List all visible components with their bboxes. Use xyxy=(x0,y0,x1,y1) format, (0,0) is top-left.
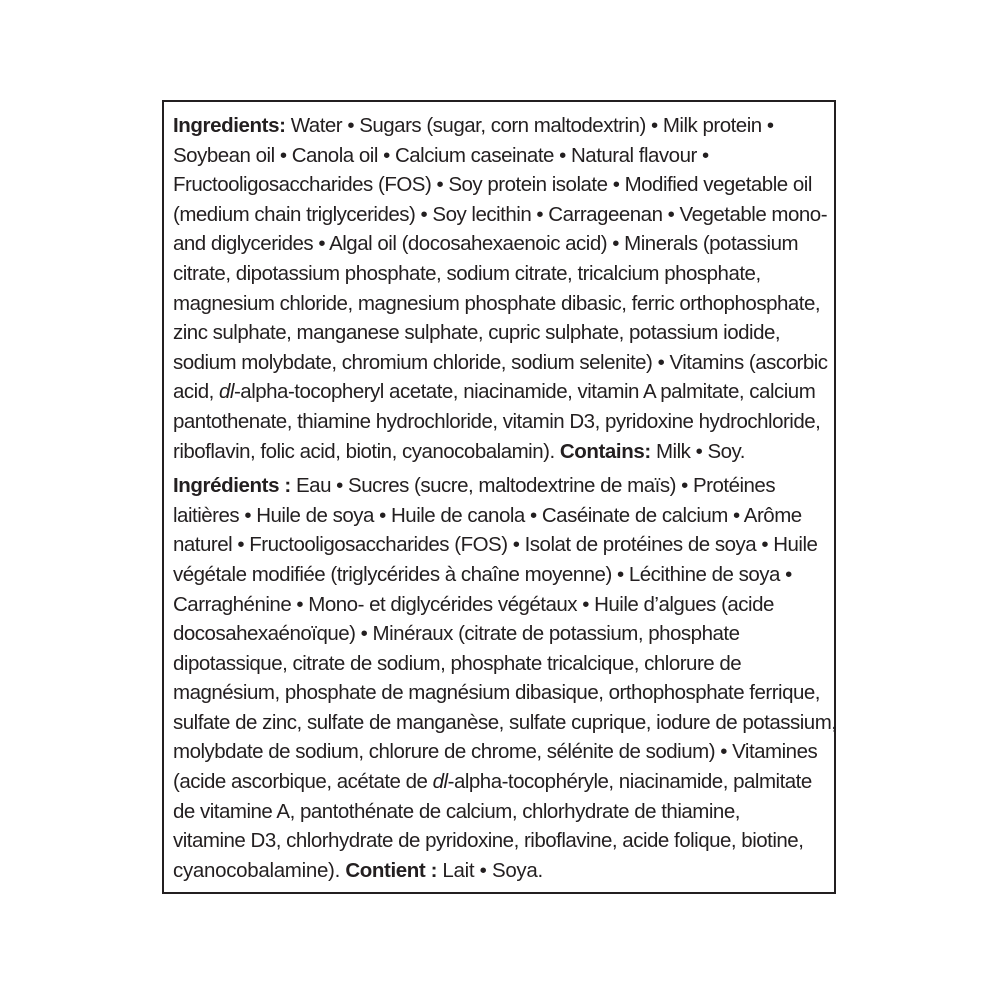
french-line-8: magnésium, phosphate de magnésium dibasique, orthophosphate ferrique, xyxy=(173,681,820,705)
french-line-7: dipotassique, citrate de sodium, phosphate tricalcique, chlorure de xyxy=(173,651,742,675)
french-line-13: vitamine D3, chlorhydrate de pyridoxine, riboflavine, acide folique, biotine, xyxy=(173,829,804,853)
french-line-3: naturel • Fructooligosaccharides (FOS) • Isolat de protéines de soya • Huile xyxy=(173,533,818,557)
french-contains-label: Contient : xyxy=(345,858,438,882)
english-line-10: acid, dl-alpha-tocopheryl acetate, niacinamide, vitamin A palmitate, calcium xyxy=(173,380,816,404)
french-ingredients-heading: Ingrédients : xyxy=(173,474,291,498)
french-line-6: docosahexaénoïque) • Minéraux (citrate de potassium, phosphate xyxy=(173,622,740,646)
english-line-12: riboflavin, folic acid, biotin, cyanocobalamin). Contains: Milk • Soy. xyxy=(173,439,745,463)
english-ingredients-heading: Ingredients: xyxy=(173,114,286,137)
ingredients-text-block xyxy=(173,111,837,885)
french-line-2: laitières • Huile de soya • Huile de canola • Caséinate de calcium • Arôme xyxy=(173,503,802,527)
english-line-1: Ingredients: Water • Sugars (sugar, corn maltodextrin) • Milk protein • xyxy=(173,114,774,137)
english-line-5: and diglycerides • Algal oil (docosahexaenoic acid) • Minerals (potassium xyxy=(173,232,799,256)
english-contains-value: Milk • Soy. xyxy=(650,439,745,463)
french-line-12: de vitamine A, pantothénate de calcium, chlorhydrate de thiamine, xyxy=(173,799,740,823)
english-contains-label: Contains: xyxy=(559,439,651,463)
french-line-10: molybdate de sodium, chlorure de chrome, sélénite de sodium) • Vitamines xyxy=(173,740,818,764)
english-line-7: magnesium chloride, magnesium phosphate dibasic, ferric orthophosphate, xyxy=(173,291,821,315)
french-line-14: cyanocobalamine). Contient : Lait • Soya. xyxy=(173,858,543,882)
french-line-4: végétale modifiée (triglycérides à chaîne moyenne) • Lécithine de soya • xyxy=(173,562,792,586)
english-line-11: pantothenate, thiamine hydrochloride, vitamin D3, pyridoxine hydrochloride, xyxy=(173,409,821,433)
french-line-11: (acide ascorbique, acétate de dl-alpha-tocophéryle, niacinamide, palmitate xyxy=(173,770,812,794)
english-line-9: sodium molybdate, chromium chloride, sodium selenite) • Vitamins (ascorbic xyxy=(173,350,828,374)
english-line-8: zinc sulphate, manganese sulphate, cupric sulphate, potassium iodide, xyxy=(173,321,781,345)
french-contains-value: Lait • Soya. xyxy=(437,858,543,882)
ingredients-label-panel xyxy=(162,100,836,894)
english-line-3: Fructooligosaccharides (FOS) • Soy protein isolate • Modified vegetable oil xyxy=(173,173,812,197)
french-line-1: Ingrédients : Eau • Sucres (sucre, maltodextrine de maïs) • Protéines xyxy=(173,474,776,498)
english-line-6: citrate, dipotassium phosphate, sodium citrate, tricalcium phosphate, xyxy=(173,261,761,285)
english-line-4: (medium chain triglycerides) • Soy lecithin • Carrageenan • Vegetable mono- xyxy=(173,202,828,226)
french-line-5: Carraghénine • Mono- et diglycérides végétaux • Huile d’algues (acide xyxy=(173,592,774,616)
french-line-9: sulfate de zinc, sulfate de manganèse, sulfate cuprique, iodure de potassium, xyxy=(173,710,837,734)
english-line-2: Soybean oil • Canola oil • Calcium caseinate • Natural flavour • xyxy=(173,143,709,167)
